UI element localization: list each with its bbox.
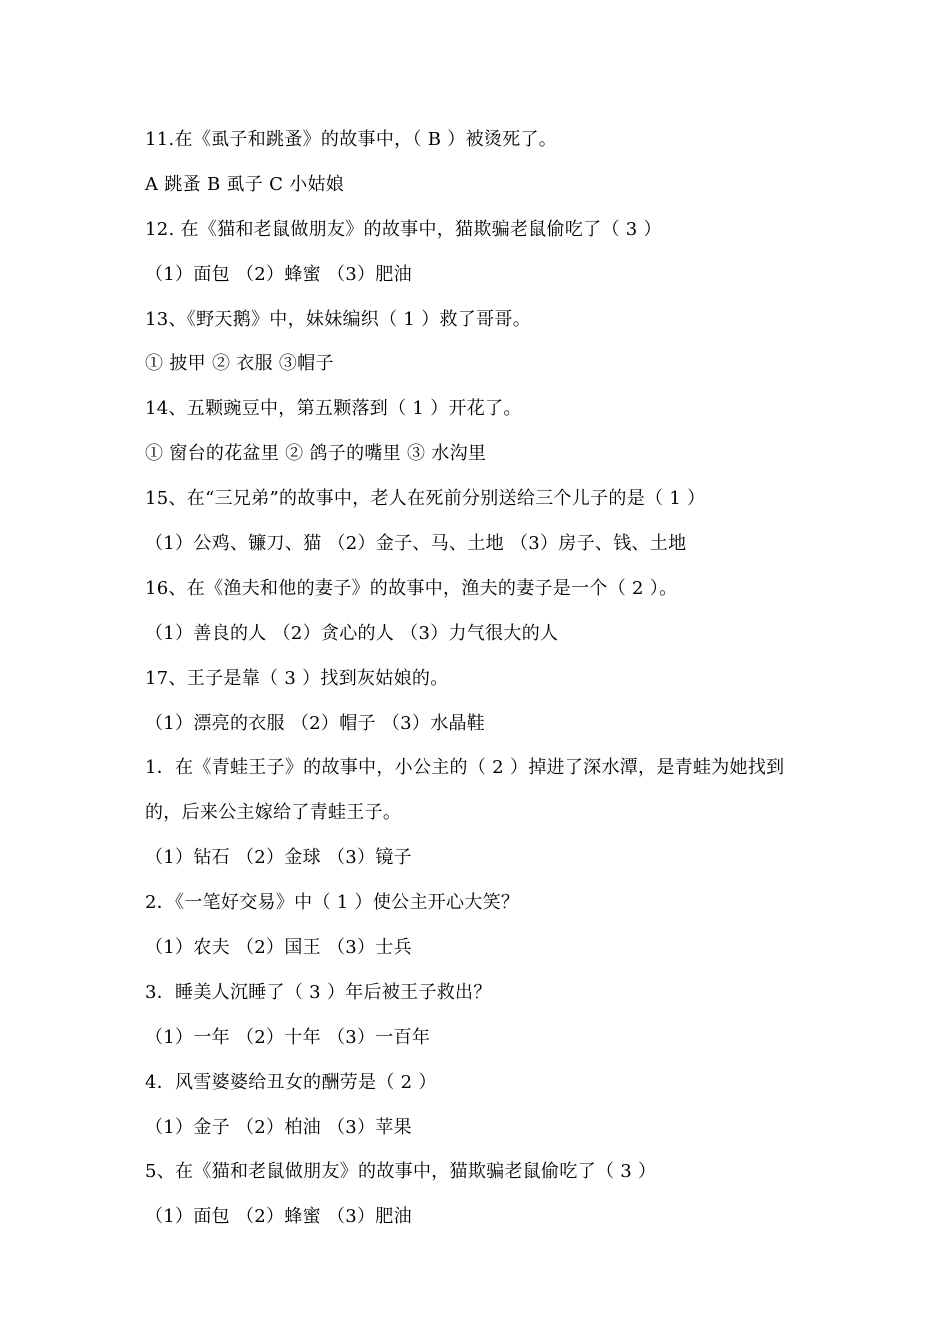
question-3: 3．睡美人沉睡了（ 3 ）年后被王子救出？ (145, 981, 492, 1003)
question-12-options: （1）面包 （2）蜂蜜 （3）肥油 (145, 263, 412, 285)
question-1: 1．在《青蛙王子》的故事中，小公主的（ 2 ）掉进了深水潭，是青蛙为她找到 (145, 757, 785, 779)
question-4-options: （1）金子 （2）柏油 （3）苹果 (145, 1116, 412, 1138)
document-body (145, 118, 835, 1240)
question-11: 11.在《虱子和跳蚤》的故事中，（ B ）被烫死了。 (145, 129, 558, 150)
question-17-options: （1）漂亮的衣服 （2）帽子 （3）水晶鞋 (145, 712, 486, 734)
question-13: 13、《野天鹅》中，妹妹编织（ 1 ）救了哥哥。 (145, 308, 531, 330)
question-2: 2．《一笔好交易》中（ 1 ）使公主开心大笑？ (145, 892, 520, 914)
question-5-options: （1）面包 （2）蜂蜜 （3）肥油 (145, 1206, 412, 1228)
question-3-options: （1）一年 （2）十年 （3）一百年 (145, 1026, 431, 1048)
question-14-options: ① 窗台的花盆里 ② 鸽子的嘴里 ③ 水沟里 (145, 443, 487, 465)
question-11-options: A 跳蚤 B 虱子 C 小姑娘 (145, 173, 345, 195)
question-5: 5、在《猫和老鼠做朋友》的故事中，猫欺骗老鼠偷吃了（ 3 ） (145, 1161, 657, 1183)
question-14: 14、五颗豌豆中，第五颗落到（ 1 ）开花了。 (145, 398, 522, 420)
question-4: 4．风雪婆婆给丑女的酬劳是（ 2 ） (145, 1071, 437, 1093)
question-1-continued: 的，后来公主嫁给了青蛙王子。 (145, 802, 402, 824)
question-12: 12. 在《猫和老鼠做朋友》的故事中，猫欺骗老鼠偷吃了（ 3 ） (145, 218, 662, 240)
question-1-options: （1）钻石 （2）金球 （3）镜子 (145, 847, 412, 869)
question-15-options: （1）公鸡、镰刀、猫 （2）金子、马、土地 （3）房子、钱、土地 (145, 533, 687, 555)
question-15: 15、在“三兄弟”的故事中，老人在死前分别送给三个儿子的是（ 1 ） (145, 488, 706, 510)
question-16: 16、在《渔夫和他的妻子》的故事中，渔夫的妻子是一个（ 2 ）。 (145, 577, 678, 599)
question-17: 17、王子是靠（ 3 ）找到灰姑娘的。 (145, 667, 449, 689)
question-2-options: （1）农夫 （2）国王 （3）士兵 (145, 937, 412, 959)
question-16-options: （1）善良的人 （2）贪心的人 （3）力气很大的人 (145, 622, 559, 644)
question-13-options: ① 披甲 ② 衣服 ③帽子 (145, 353, 334, 375)
